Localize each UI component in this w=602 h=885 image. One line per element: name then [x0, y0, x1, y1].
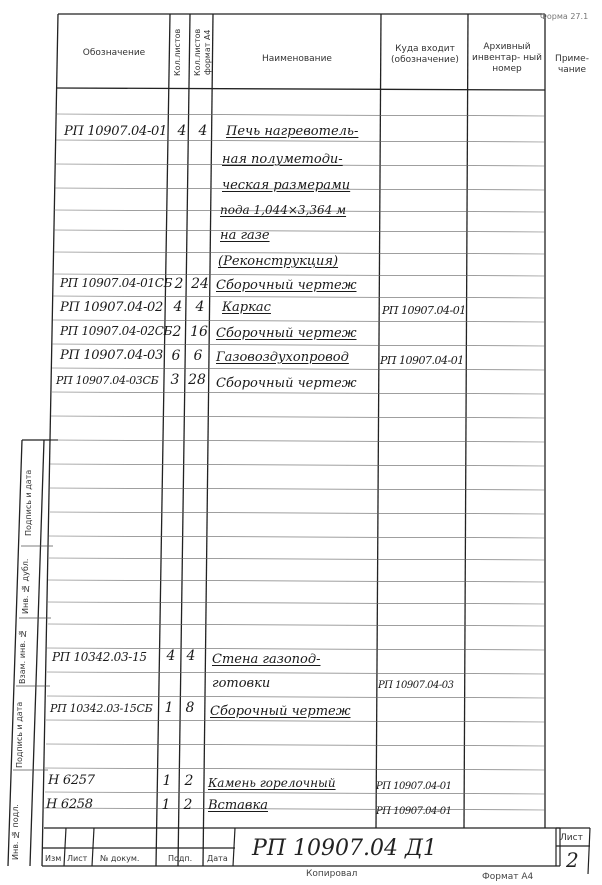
row-sheets-a4: 28 — [188, 372, 206, 388]
row-name: на газе — [220, 228, 270, 243]
footer-copied: Копировал — [306, 869, 358, 879]
row-sheets: 6 — [171, 348, 181, 364]
row-sheets-a4: 16 — [190, 324, 208, 340]
row-name: Сборочный чертеж — [216, 376, 357, 391]
side-label-inv-dubl: Инв. № дубл. — [21, 558, 30, 614]
row-designation: РП 10907.04-03 — [60, 348, 163, 363]
header-archive: Архивный инвентар- ный номер — [472, 42, 542, 74]
row-designation: РП 10907.04-01 — [64, 124, 167, 139]
row-sheets-a4: 24 — [191, 276, 209, 292]
row-sheets: 1 — [161, 797, 171, 813]
row-name: Сборочный чертеж — [216, 326, 357, 341]
row-name: Камень горелочный — [208, 776, 336, 790]
row-designation: РП 10907.04-01СБ — [60, 276, 173, 290]
row-designation: РП 10907.04-02 — [60, 300, 163, 315]
row-sheets-a4: 4 — [195, 299, 205, 315]
row-ref: РП 10907.04-03 — [378, 680, 454, 691]
sheet-number: 2 — [566, 848, 579, 872]
row-name: Вставка — [208, 798, 268, 813]
row-name: готовки — [212, 676, 271, 691]
stamp-date: Дата — [207, 854, 228, 863]
row-name: Газовоздухопровод — [216, 350, 349, 365]
header-name: Наименование — [262, 54, 332, 64]
header-designation: Обозначение — [82, 48, 146, 58]
row-sheets-a4: 2 — [183, 797, 193, 813]
row-name: ческая размерами — [222, 178, 351, 193]
header-where-used: Куда входит (обозначение) — [391, 44, 459, 65]
row-sheets: 1 — [164, 700, 174, 716]
row-designation: РП 10907.04-02СБ — [60, 324, 173, 338]
row-designation: РП 10907.04-03СБ — [56, 374, 159, 387]
row-sheets: 4 — [173, 299, 183, 315]
header-note: Приме- чание — [555, 54, 589, 75]
row-sheets-a4: 4 — [198, 123, 208, 139]
stamp-sheet-label: Лист — [560, 833, 583, 843]
row-name: (Реконструкция) — [218, 254, 339, 269]
footer-format: Формат А4 — [482, 872, 534, 882]
row-name: Каркас — [222, 300, 271, 315]
row-sheets-a4: 8 — [185, 700, 195, 716]
document-code: РП 10907.04 Д1 — [252, 836, 437, 861]
row-ref: РП 10907.04-01 — [380, 354, 464, 367]
form-label: Форма 27.1 — [540, 12, 589, 21]
row-sheets: 4 — [166, 648, 176, 664]
row-designation: Н 6257 — [48, 773, 95, 788]
row-name: Сборочный чертеж — [216, 278, 357, 293]
row-sheets-a4: 6 — [193, 348, 203, 364]
stamp-list: Лист — [67, 854, 88, 863]
row-name: ная полуметоди- — [222, 152, 343, 167]
side-label-vzam-inv: Взам. инв. № — [18, 629, 27, 684]
row-designation: Н 6258 — [46, 797, 93, 812]
row-name: Стена газопод- — [212, 652, 321, 667]
row-designation: РП 10342.03-15 — [52, 650, 147, 664]
stamp-podp: Подп. — [168, 854, 193, 863]
row-sheets: 2 — [172, 324, 182, 340]
row-name: пода 1,044×3,364 м — [220, 203, 347, 217]
row-ref: РП 10907.04-01 — [376, 806, 452, 817]
row-ref: РП 10907.04-01 — [376, 781, 452, 792]
side-label-inv-podl: Инв. № подл. — [11, 804, 20, 860]
header-sheets-a4: Кол.листов формат А4 — [193, 28, 212, 76]
header-sheets-count: Кол.листов — [173, 28, 182, 76]
row-sheets: 3 — [170, 372, 180, 388]
row-name: Сборочный чертеж — [210, 704, 351, 719]
side-label-sign-date-bottom: Подпись и дата — [15, 701, 24, 768]
row-designation: РП 10342.03-15СБ — [50, 702, 153, 715]
row-sheets: 1 — [162, 773, 172, 789]
stamp-izm: Изм — [45, 854, 62, 863]
row-sheets: 2 — [174, 276, 184, 292]
side-label-sign-date: Подпись и дата — [24, 469, 33, 536]
row-sheets-a4: 4 — [186, 648, 196, 664]
row-ref: РП 10907.04-01 — [382, 304, 466, 317]
stamp-doc-no: № докум. — [100, 854, 140, 863]
row-name: Печь нагревотель- — [226, 124, 359, 139]
row-sheets-a4: 2 — [184, 773, 194, 789]
row-sheets: 4 — [177, 123, 187, 139]
